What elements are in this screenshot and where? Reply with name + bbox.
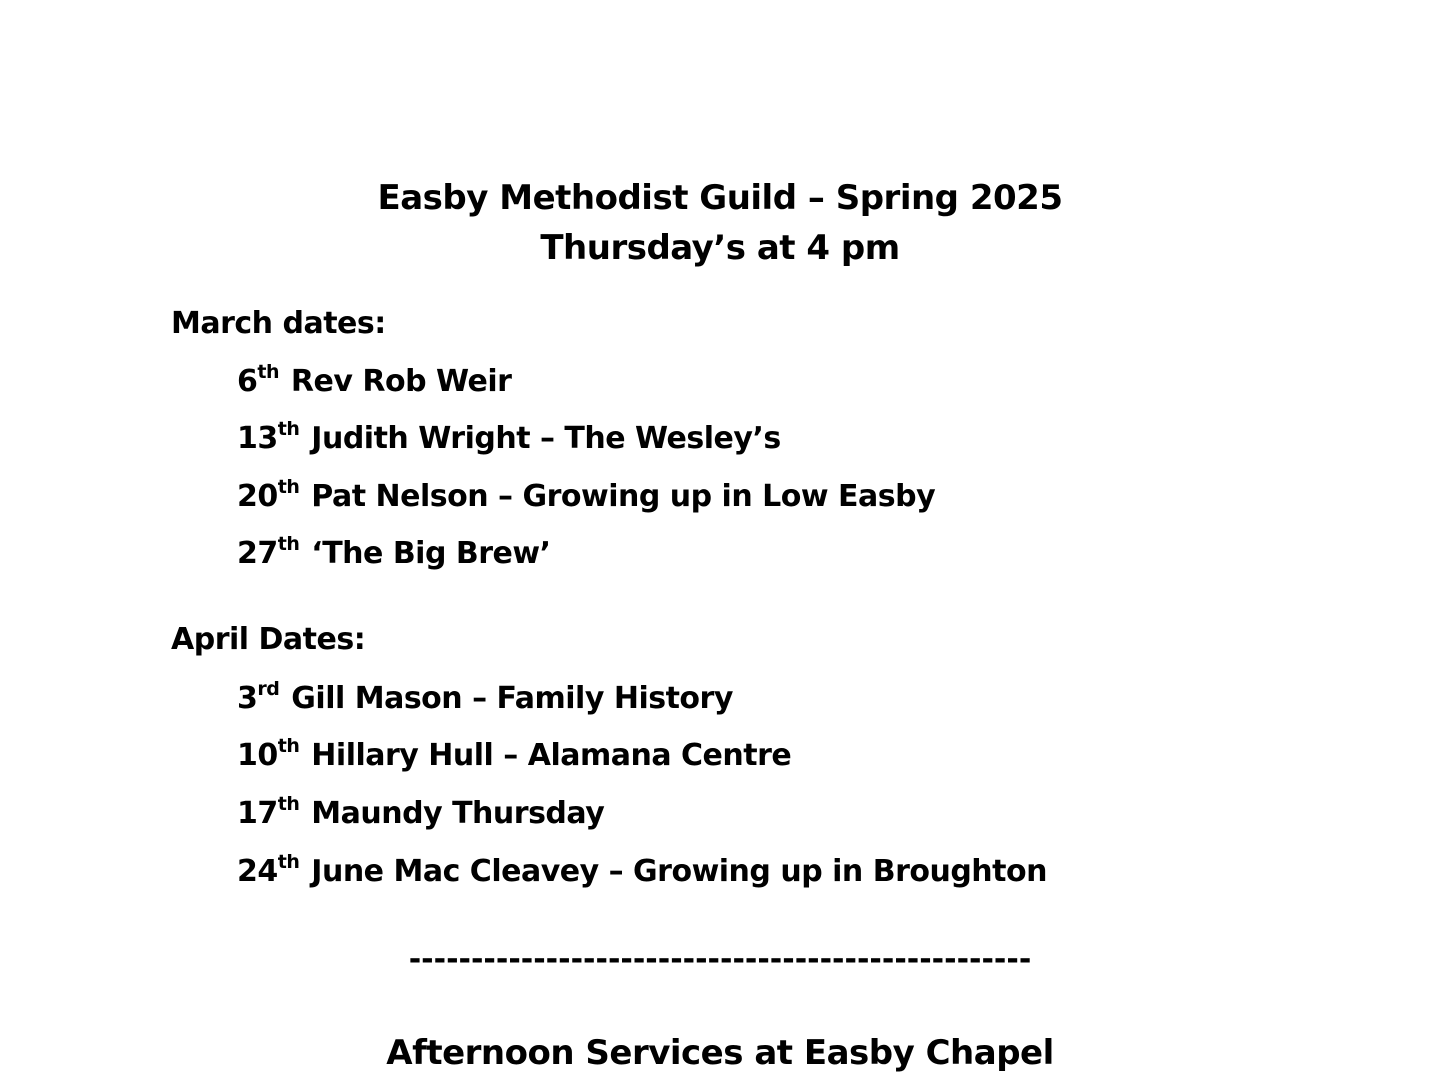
entry-suffix: th <box>277 533 300 555</box>
entry-text: Maundy Thursday <box>301 796 605 831</box>
entry-text: Hillary Hull – Alamana Centre <box>301 738 792 773</box>
entry-suffix: th <box>257 361 279 383</box>
entry-suffix: th <box>277 418 300 440</box>
entry-day: 20 <box>237 479 278 514</box>
april-entry <box>237 735 792 777</box>
entry-suffix: th <box>277 476 300 498</box>
page-subtitle: Thursday’s at 4 pm <box>540 228 900 268</box>
entry-text: Pat Nelson – Growing up in Low Easby <box>301 479 936 514</box>
march-entry <box>237 533 551 575</box>
march-entry <box>237 476 936 518</box>
entry-day: 10 <box>237 738 278 773</box>
services-heading: Afternoon Services at Easby Chapel <box>386 1033 1054 1073</box>
entry-suffix: th <box>277 793 300 815</box>
april-entry <box>237 851 1047 893</box>
entry-day: 17 <box>237 796 278 831</box>
march-entry <box>237 361 512 403</box>
april-entry <box>237 793 605 835</box>
entry-day: 6 <box>237 364 258 399</box>
entry-day: 13 <box>237 421 278 456</box>
entry-suffix: th <box>277 851 300 873</box>
entry-day: 3 <box>237 681 258 716</box>
entry-text: Gill Mason – Family History <box>281 681 733 716</box>
entry-text: Rev Rob Weir <box>280 364 512 399</box>
entry-day: 24 <box>237 854 278 889</box>
page-title: Easby Methodist Guild – Spring 2025 <box>377 178 1063 218</box>
entry-text: ‘The Big Brew’ <box>301 536 551 571</box>
entry-suffix: th <box>277 735 300 757</box>
april-entry <box>237 678 733 720</box>
march-heading: March dates: <box>171 306 386 341</box>
dashed-divider: -------------------------------------------------- <box>408 942 1032 977</box>
entry-suffix: rd <box>257 678 280 700</box>
entry-text: Judith Wright – The Wesley’s <box>301 421 781 456</box>
entry-text: June Mac Cleavey – Growing up in Broughton <box>301 854 1047 889</box>
entry-day: 27 <box>237 536 278 571</box>
march-entry <box>237 418 781 460</box>
april-heading: April Dates: <box>171 622 366 657</box>
